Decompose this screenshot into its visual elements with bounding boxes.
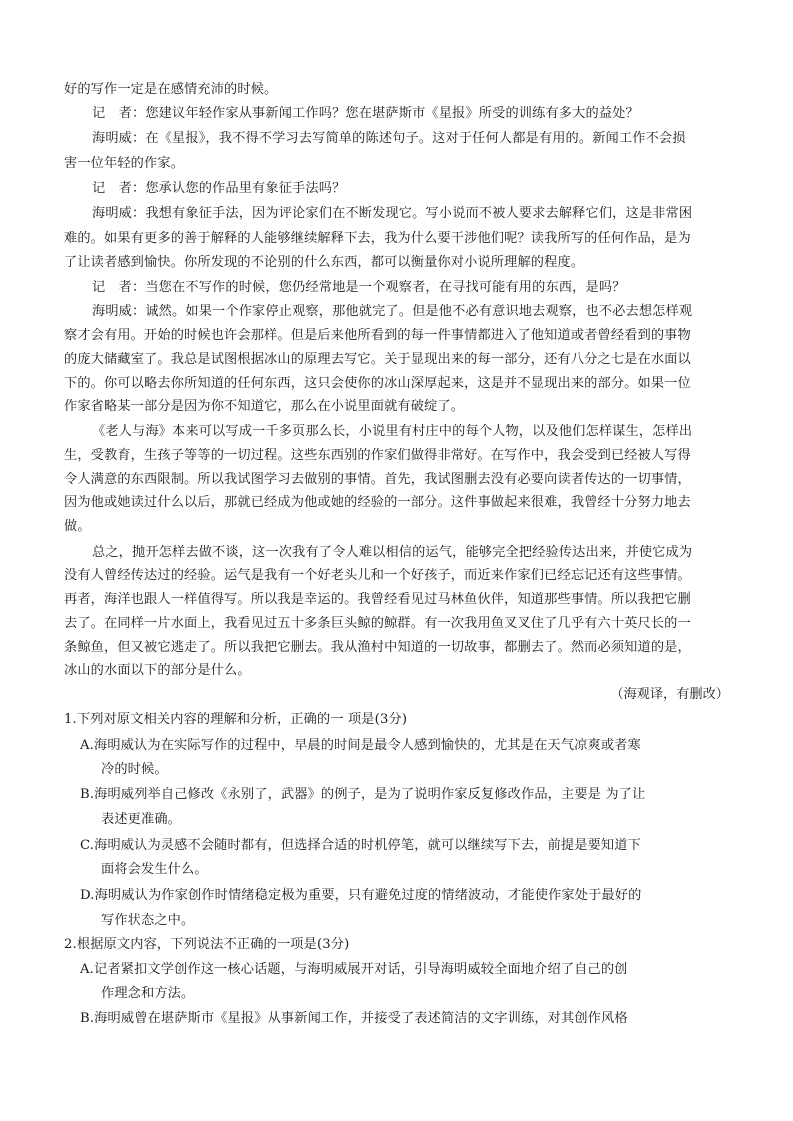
article-line: 生，受教育，生孩子等等的一切过程。这些东西别的作家们做得非常好。在写作中，我会受到已经被人写得 bbox=[64, 448, 691, 463]
article-line: 因为他或她读过什么以后，那就已经成为他或她的经验的一部分。这件事做起来很难，我曾经十分努力地去 bbox=[64, 495, 691, 510]
article-line: 海明威：诚然。如果一个作家停止观察，那他就完了。但是他不必有意识地去观察，也不必去想怎样观 bbox=[92, 304, 693, 319]
q1-option-d: D.海明威认为作家创作时情绪稳定极为重要，只有避免过度的情绪波动，才能使作家处于最好的 bbox=[80, 888, 642, 903]
article-line: 令人满意的东西限制。所以我试图学习去做别的事情。首先，我试图删去没有必要向读者传达的一切事情， bbox=[64, 472, 691, 487]
article-line: 难的。如果有更多的善于解释的人能够继续解释下去，我为什么要干涉他们呢？读我所写的任何作品，是为 bbox=[64, 231, 691, 246]
article-line: 去了。在同样一片水面上，我看见过五十多条巨头鲸的鲸群。有一次我用鱼叉叉住了几乎有六十英尺长的一 bbox=[64, 616, 691, 631]
q1-option-b: B.海明威列举自己修改《永别了，武器》的例子，是为了说明作家反复修改作品，主要是 为了让 bbox=[80, 787, 646, 802]
article-line: 作家省略某一部分是因为你不知道它，那么在小说里面就有破绽了。 bbox=[64, 399, 465, 414]
article-line: 《老人与海》本来可以写成一千多页那么长，小说里有村庄中的每个人物，以及他们怎样谋生，怎样出 bbox=[92, 424, 693, 439]
q1-option-c: C.海明威认为灵感不会随时都有，但选择合适的时机停笔，就可以继续写下去，前提是要知道下 bbox=[80, 838, 641, 853]
q1-option-b-cont: 表述更准确。 bbox=[101, 812, 182, 827]
article-line: 下的。你可以略去你所知道的任何东西，这只会使你的冰山深厚起来，这是并不显现出来的部分。如果一位 bbox=[64, 376, 691, 391]
q1-option-d-cont: 写作状态之中。 bbox=[101, 913, 195, 928]
q2-option-b: B.海明威曾在堪萨斯市《星报》从事新闻工作，并接受了表述简洁的文字训练，对其创作风格 bbox=[80, 1011, 628, 1026]
q1-option-a-cont: 冷的时候。 bbox=[101, 762, 168, 777]
q1-option-c-cont: 面将会发生什么。 bbox=[101, 862, 208, 877]
question-1-stem: 1.下列对原文相关内容的理解和分析，正确的一 项是(3分) bbox=[64, 712, 408, 727]
q2-option-a-cont: 作理念和方法。 bbox=[101, 986, 195, 1001]
article-line: 了让读者感到愉快。你所发现的不论别的什么东西，都可以衡量你对小说所理解的程度。 bbox=[64, 255, 585, 270]
article-line: 海明威：在《星报》，我不得不学习去写简单的陈述句子。这对于任何人都是有用的。新闻工作不会损 bbox=[92, 131, 686, 146]
q2-option-a: A.记者紧扣文学创作这一核心话题，与海明威展开对话，引导海明威较全面地介绍了自己的创 bbox=[80, 962, 628, 977]
article-line: 冰山的水面以下的部分是什么。 bbox=[64, 663, 251, 678]
article-line: 好的写作一定是在感情充沛的时候。 bbox=[64, 82, 278, 97]
article-line: 记 者：当您在不写作的时候，您仍经常地是一个观察者，在寻找可能有用的东西，是吗？ bbox=[92, 280, 626, 295]
article-line: 的庞大储藏室了。我总是试图根据冰山的原理去写它。关于显现出来的每一部分，还有八分之七是在水面以 bbox=[64, 352, 691, 367]
article-line: 察才会有用。开始的时候也许会那样。但是后来他所看到的每一件事情都进入了他知道或者曾经看到的事物 bbox=[64, 328, 691, 343]
article-line: 没有人曾经传达过的经验。运气是我有一个好老头儿和一个好孩子，而近来作家们已经忘记还有这些事情。 bbox=[64, 568, 691, 583]
article-line: 害一位年轻的作家。 bbox=[64, 156, 185, 171]
question-2-stem: 2.根据原文内容，下列说法不正确的一项是(3分) bbox=[64, 937, 350, 952]
article-line: 条鲸鱼，但又被它逃走了。所以我把它删去。我从渔村中知道的一切故事，都删去了。然而必须知道的是， bbox=[64, 640, 691, 655]
q1-option-a: A.海明威认为在实际写作的过程中，早晨的时间是最令人感到愉快的，尤其是在天气凉爽或者寒 bbox=[80, 738, 641, 753]
article-line: 海明威：我想有象征手法，因为评论家们在不断发现它。写小说而不被人要求去解释它们，这是非常困 bbox=[92, 206, 693, 221]
article-line: 总之，抛开怎样去做不谈，这一次我有了令人难以相信的运气，能够完全把经验传达出来，并使它成为 bbox=[92, 545, 693, 560]
source-note: （海观译，有删改） bbox=[610, 687, 729, 702]
article-line: 记 者：您承认您的作品里有象征手法吗？ bbox=[92, 181, 346, 196]
article-line: 再者，海洋也跟人一样值得写。所以我是幸运的。我曾经看见过马林鱼伙伴，知道那些事情。所以我把它删 bbox=[64, 592, 691, 607]
article-line: 做。 bbox=[64, 519, 91, 534]
article-line: 记 者：您建议年轻作家从事新闻工作吗？您在堪萨斯市《星报》所受的训练有多大的益处？ bbox=[92, 106, 639, 121]
